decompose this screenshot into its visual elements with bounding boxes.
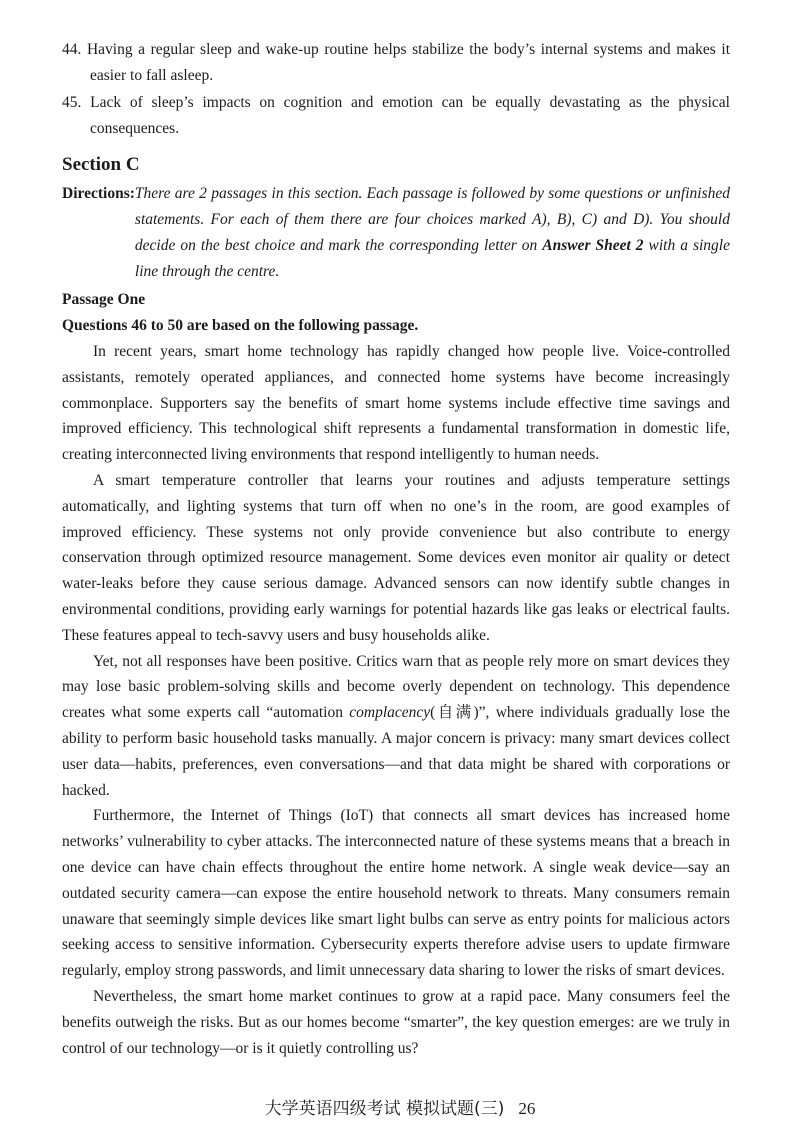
directions-text — [135, 181, 730, 285]
passage-questions-heading: Questions 46 to 50 are based on the following passage. — [62, 317, 419, 334]
directions-text-end: with a single line through the centre. — [134, 237, 730, 280]
passage-paragraph-3 — [62, 649, 730, 804]
statement-44 — [62, 37, 730, 88]
paragraph-3-start: Yet, not all responses have been positive. Critics warn that as people rely more on smart devices they may lose basic problem-solving skills and become overly dependent on technology. This dependence creates what some experts call “automation — [62, 652, 730, 722]
statement-text: Lack of sleep’s impacts on cognition and emotion can be equally devastating as the physical consequences. — [90, 94, 730, 137]
directions — [62, 181, 730, 285]
passage-paragraph-2: A smart temperature controller that learns your routines and adjusts temperature settings automatically, and lighting systems that turn off when no one’s in the room, are good examples of improved efficiency. These systems not only provide convenience but also contribute to energy conservation through optimized resource management. Some devices even monitor air quality or detect water-leaks before they cause serious damage. Advanced sensors can now identify subtle changes in environmental conditions, providing early warnings for potential hazards like gas leaks or electrical faults. These features appeal to tech-savvy users and busy households alike. — [62, 471, 730, 644]
paragraph-3-end: (自满)”, where individuals gradually lose the ability to perform basic household tasks manually. A major concern is privacy: many smart devices collect user data—habits, preferences, even conversations—and that data might be shared with corporations or hacked. — [62, 704, 730, 799]
complacency-term: complacency — [349, 704, 431, 722]
statement-45 — [62, 90, 730, 141]
statement-text: Having a regular sleep and wake-up routine helps stabilize the body’s internal systems and makes it easier to fall asleep. — [86, 41, 731, 84]
page-number: 26 — [518, 1099, 536, 1118]
section-title: Section C — [62, 154, 140, 175]
statement-number: 44. — [62, 41, 82, 58]
passage-paragraph-5: Nevertheless, the smart home market continues to grow at a rapid pace. Many consumers feel the benefits outweigh the risks. But as our homes become “smarter”, the key question emerges: are we truly in control of our technology—or is it quietly controlling us? — [62, 987, 730, 1057]
passage-paragraph-1: In recent years, smart home technology has rapidly changed how people live. Voice-controlled assistants, remotely operated appliances, and connected home systems have become increasingly commonplace. Supporters say the benefits of smart home systems include effective time savings and improved efficiency. This technological shift represents a fundamental transformation in domestic life, creating interconnected living environments that respond intelligently to human needs. — [62, 343, 730, 464]
page-footer — [0, 1094, 800, 1119]
directions-label: Directions: — [62, 185, 135, 202]
passage-paragraph-4: Furthermore, the Internet of Things (IoT) that connects all smart devices has increased home networks’ vulnerability to cyber attacks. The interconnected nature of these systems means that a breach in one device can have chain effects throughout the entire home network. A single weak device—say an outdated security camera—can expose the entire household network to threats. Many consumers remain unaware that seemingly simple devices like smart light bulbs can serve as entry points for malicious actors seeking access to sensitive information. Cybersecurity experts therefore advise users to update firmware regularly, employ strong passwords, and limit unnecessary data sharing to lower the risks of smart devices. — [62, 807, 730, 980]
passage-title: Passage One — [62, 291, 146, 308]
directions-text-start: There are 2 passages in this section. Each passage is followed by some questions or unfinished statements. For each of them there are four choices marked A), B), C) and D). You should decide on the best choice and mark the corresponding letter on — [134, 185, 730, 254]
answer-sheet-ref: Answer Sheet 2 — [542, 237, 644, 254]
footer-title: 大学英语四级考试 模拟试题(三) — [264, 1099, 505, 1119]
statement-number: 45. — [62, 94, 82, 111]
